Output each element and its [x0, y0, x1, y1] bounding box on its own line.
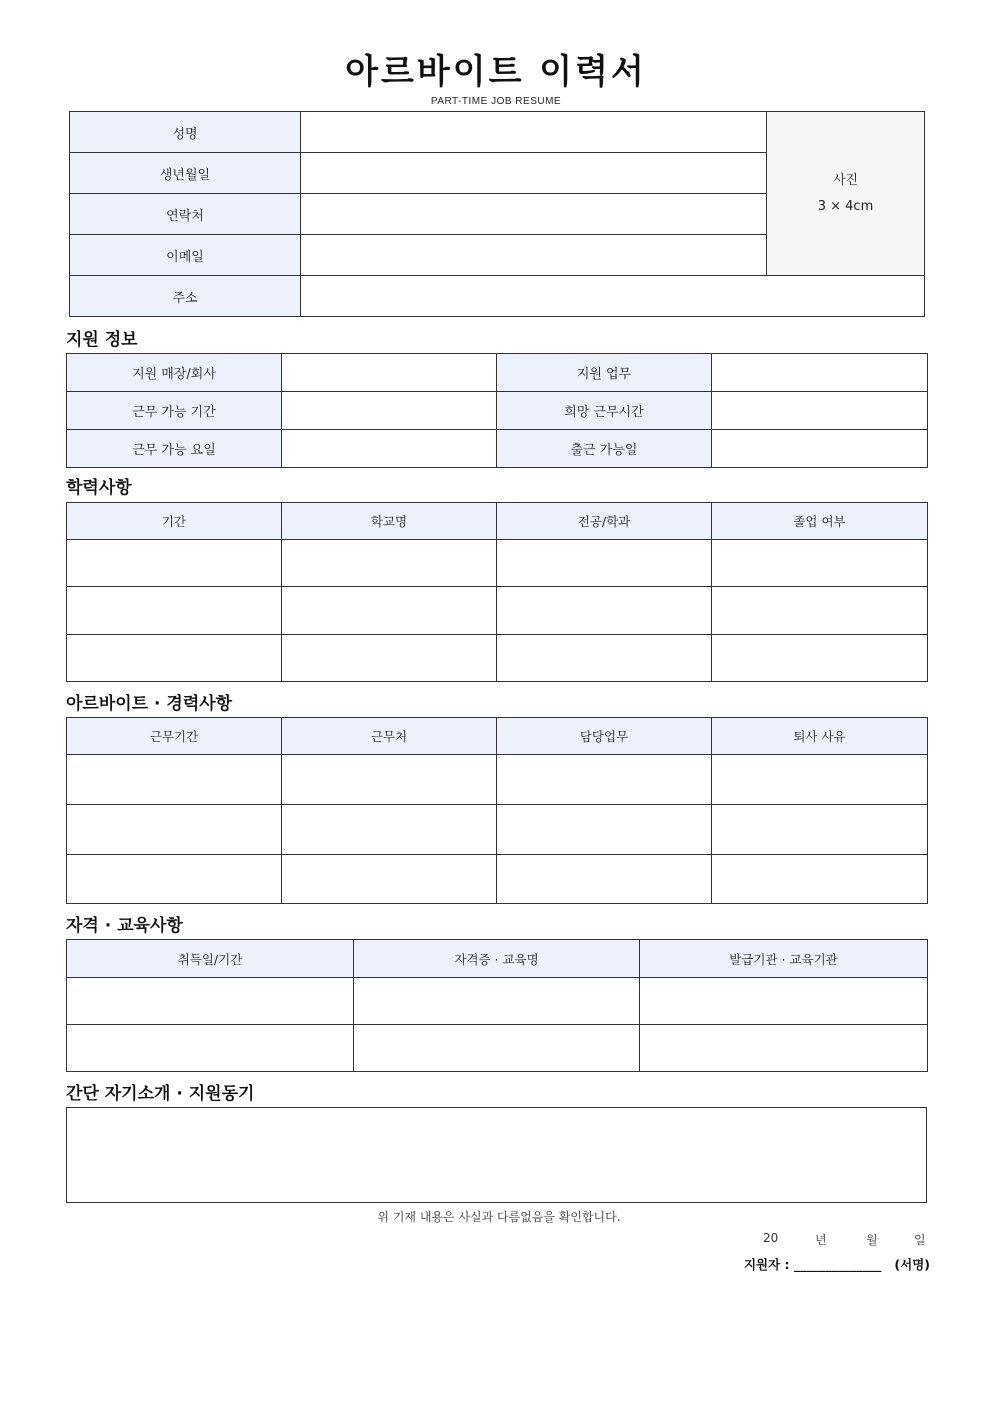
education-header-school: 학교명 [282, 503, 497, 540]
email-label: 이메일 [70, 235, 301, 276]
photo-label: 사진 [832, 172, 859, 188]
table-cell[interactable] [712, 805, 928, 855]
table-row [67, 1025, 928, 1072]
job-label: 지원 업무 [497, 354, 712, 392]
table-cell[interactable] [282, 587, 497, 635]
date-year: 20 [763, 1231, 779, 1245]
table-cell[interactable] [282, 755, 497, 805]
address-label: 주소 [70, 276, 301, 317]
personal-info-table [69, 111, 925, 317]
career-table [66, 717, 928, 904]
table-row [67, 755, 928, 805]
license-header-name: 자격증 · 교육명 [354, 940, 640, 978]
document-subtitle: PART-TIME JOB RESUME [430, 96, 562, 107]
intro-field[interactable] [67, 1108, 927, 1203]
period-label: 근무 가능 기간 [67, 392, 282, 430]
period-field[interactable] [282, 392, 497, 430]
license-header-issuer: 발급기관 · 교육기관 [640, 940, 928, 978]
document-title: 아르바이트 이력서 [345, 52, 647, 92]
start-label: 출근 가능일 [497, 430, 712, 468]
table-cell[interactable] [67, 978, 354, 1025]
table-cell[interactable] [67, 635, 282, 682]
table-cell[interactable] [497, 635, 712, 682]
table-cell[interactable] [67, 1025, 354, 1072]
confirm-statement: 위 기재 내용은 사실과 다름없음을 확인합니다. [377, 1210, 621, 1224]
date-year-unit: 년 [815, 1233, 827, 1247]
career-heading: 아르바이트 · 경력사항 [66, 694, 233, 714]
education-header-major: 전공/학과 [497, 503, 712, 540]
signature-line: 지원자 : ______________ (서명) [743, 1257, 930, 1272]
birth-label: 생년월일 [70, 153, 301, 194]
license-table [66, 939, 928, 1072]
career-header-workplace: 근무처 [282, 718, 497, 755]
career-header-duty: 담당업무 [497, 718, 712, 755]
birth-field[interactable] [301, 153, 767, 194]
email-field[interactable] [301, 235, 767, 276]
contact-field[interactable] [301, 194, 767, 235]
education-header-period: 기간 [67, 503, 282, 540]
table-row [67, 635, 928, 682]
days-field[interactable] [282, 430, 497, 468]
intro-box [66, 1107, 927, 1203]
table-cell[interactable] [712, 855, 928, 904]
apply-heading: 지원 정보 [66, 330, 138, 350]
table-cell[interactable] [712, 587, 928, 635]
address-field[interactable] [301, 276, 925, 317]
table-cell[interactable] [282, 855, 497, 904]
table-cell[interactable] [282, 635, 497, 682]
career-header-period: 근무기간 [67, 718, 282, 755]
table-cell[interactable] [497, 755, 712, 805]
days-label: 근무 가능 요일 [67, 430, 282, 468]
table-row [67, 855, 928, 904]
hours-label: 희망 근무시간 [497, 392, 712, 430]
date-day-unit: 일 [914, 1233, 926, 1247]
table-cell[interactable] [497, 587, 712, 635]
table-cell[interactable] [282, 805, 497, 855]
apply-info-table [66, 353, 928, 468]
education-header-graduation: 졸업 여부 [712, 503, 928, 540]
table-cell[interactable] [712, 540, 928, 587]
table-cell[interactable] [497, 540, 712, 587]
store-field[interactable] [282, 354, 497, 392]
education-table [66, 502, 928, 682]
photo-size: 3 × 4cm [817, 198, 874, 214]
table-cell[interactable] [497, 855, 712, 904]
table-cell[interactable] [67, 805, 282, 855]
hours-field[interactable] [712, 392, 928, 430]
contact-label: 연락처 [70, 194, 301, 235]
table-row [67, 978, 928, 1025]
intro-heading: 간단 자기소개 · 지원동기 [66, 1084, 255, 1104]
date-month-unit: 월 [866, 1233, 878, 1247]
license-heading: 자격 · 교육사항 [66, 916, 183, 936]
career-header-reason: 퇴사 사유 [712, 718, 928, 755]
table-cell[interactable] [640, 978, 928, 1025]
table-cell[interactable] [67, 855, 282, 904]
table-cell[interactable] [712, 635, 928, 682]
table-cell[interactable] [67, 540, 282, 587]
table-cell[interactable] [354, 1025, 640, 1072]
education-heading: 학력사항 [66, 478, 132, 498]
table-cell[interactable] [67, 755, 282, 805]
table-cell[interactable] [282, 540, 497, 587]
table-cell[interactable] [67, 587, 282, 635]
table-cell[interactable] [497, 805, 712, 855]
license-header-date: 취득일/기간 [67, 940, 354, 978]
store-label: 지원 매장/회사 [67, 354, 282, 392]
table-cell[interactable] [354, 978, 640, 1025]
name-field[interactable] [301, 112, 767, 153]
table-cell[interactable] [640, 1025, 928, 1072]
table-row [67, 540, 928, 587]
table-cell[interactable] [712, 755, 928, 805]
start-field[interactable] [712, 430, 928, 468]
table-row [67, 805, 928, 855]
photo-box [767, 112, 925, 276]
name-label: 성명 [70, 112, 301, 153]
table-row [67, 587, 928, 635]
job-field[interactable] [712, 354, 928, 392]
